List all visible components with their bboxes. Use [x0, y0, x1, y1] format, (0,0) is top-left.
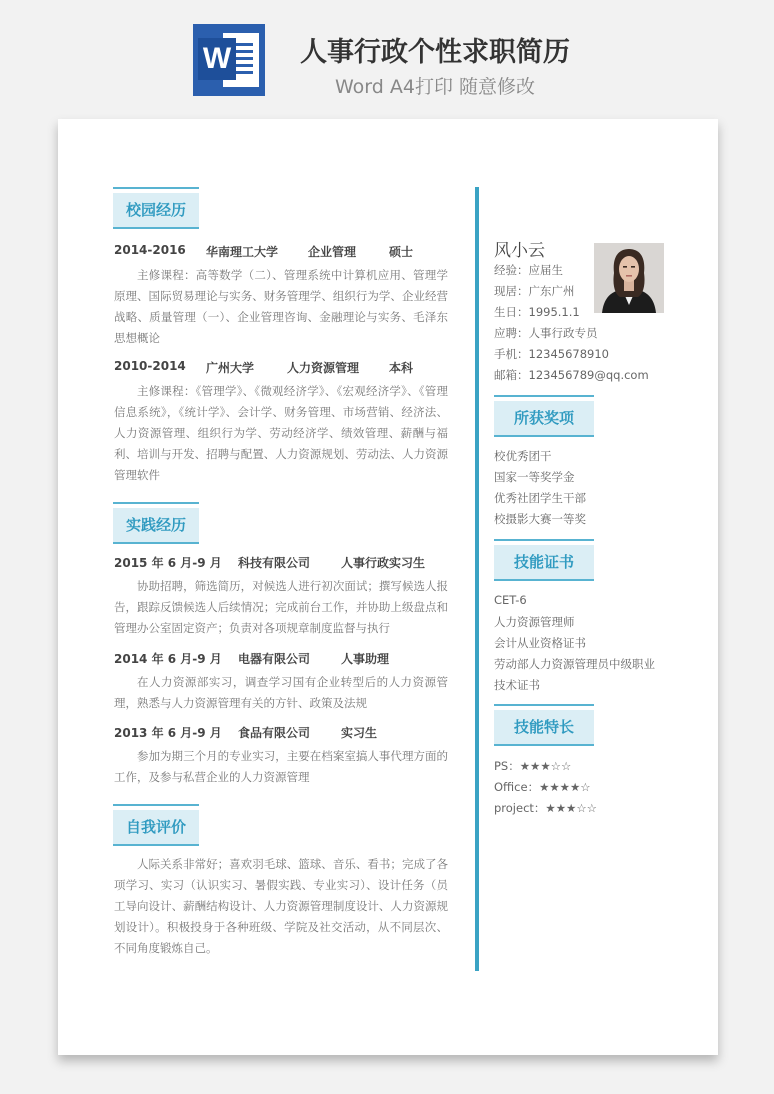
page-subtitle: Word A4打印 随意修改 — [334, 76, 535, 98]
section-heading-awards: 所获奖项 — [494, 395, 594, 437]
practice-desc-1: 协助招聘，筛选简历，对候选人进行初次面试；撰写候选人报告，跟踪反馈候选人后续情况；完成前台工作，并协助上级盘点和管理办公室固定资产；负责对各项规章制度监督与执行 — [114, 579, 448, 635]
award-item: 国家一等奖学金 — [494, 470, 575, 484]
skill-item: project：★★★☆☆ — [494, 801, 597, 815]
section-heading-self: 自我评价 — [113, 804, 199, 846]
entry-date: 2010-2014 — [114, 359, 186, 373]
entry-major: 企业管理 — [308, 245, 357, 259]
entry-company: 科技有限公司 — [238, 556, 311, 570]
section-heading-campus: 校园经历 — [113, 187, 199, 229]
entry-date: 2014 年 6 月-9 月 — [114, 652, 222, 666]
campus-desc-2: 主修课程：《管理学》、《微观经济学》、《宏观经济学》、《管理信息系统》，《统计学》、会计学、财务管理、市场营销、经济法、人力资源管理、组织行为学、劳动经济学、绩效管理、薪酬与福利、培训与开发、招聘与配置、人力资源规划、劳动法、人力资源管理软件 — [114, 384, 448, 482]
word-letter: W — [198, 38, 236, 80]
entry-company: 电器有限公司 — [238, 652, 311, 666]
entry-company: 食品有限公司 — [238, 726, 311, 740]
award-item: 校优秀团干 — [494, 449, 552, 463]
entry-date: 2014-2016 — [114, 243, 186, 257]
certificate-item: CET-6 — [494, 593, 527, 607]
certificate-item: 劳动部人力资源管理员中级职业 — [494, 657, 655, 671]
column-divider — [475, 187, 479, 971]
entry-school: 广州大学 — [206, 361, 255, 375]
info-birthday: 生日：1995.1.1 — [494, 305, 580, 319]
entry-degree: 硕士 — [389, 245, 414, 259]
skill-item: Office：★★★★☆ — [494, 780, 591, 794]
entry-role: 人事行政实习生 — [341, 556, 426, 570]
word-icon — [193, 24, 265, 96]
practice-desc-2: 在人力资源部实习，调查学习国有企业转型后的人力资源管理，熟悉与人力资源管理有关的方针、政策及法规 — [114, 675, 448, 710]
info-experience: 经验：应届生 — [494, 263, 563, 277]
info-residence: 现居：广东广州 — [494, 284, 575, 298]
award-item: 校摄影大赛一等奖 — [494, 512, 586, 526]
candidate-name: 风小云 — [494, 241, 545, 261]
section-heading-certificates: 技能证书 — [494, 539, 594, 581]
self-evaluation-text: 人际关系非常好；喜欢羽毛球、篮球、音乐、看书；完成了各项学习、实习（认识实习、暑假实践、专业实习）、设计任务（员工导向设计、薪酬结构设计、人力资源管理制度设计、人力资源规划设计）。积极投身于各种班级、学院及社交活动，从不同层次、不同角度锻炼自己。 — [114, 857, 448, 955]
info-phone: 手机：12345678910 — [494, 347, 609, 361]
section-heading-skills: 技能特长 — [494, 704, 594, 746]
practice-desc-3: 参加为期三个月的专业实习，主要在档案室搞人事代理方面的工作，及参与私营企业的人力资源管理 — [114, 749, 448, 784]
info-email: 邮箱：123456789@qq.com — [494, 368, 649, 382]
entry-role: 人事助理 — [341, 652, 390, 666]
entry-school: 华南理工大学 — [206, 245, 279, 259]
entry-degree: 本科 — [389, 361, 414, 375]
info-position: 应聘：人事行政专员 — [494, 326, 598, 340]
resume-page — [58, 119, 718, 1055]
entry-date: 2013 年 6 月-9 月 — [114, 726, 222, 740]
page-title: 人事行政个性求职简历 — [300, 37, 570, 68]
campus-desc-1: 主修课程：高等数学（二）、管理系统中计算机应用、管理学原理、国际贸易理论与实务、财务管理学、组织行为学、企业经营战略、质量管理（一）、企业管理咨询、金融理论与实务、毛泽东思想概论 — [114, 268, 448, 345]
certificate-item: 人力资源管理师 — [494, 615, 575, 629]
certificate-item: 会计从业资格证书 — [494, 636, 586, 650]
entry-major: 人力资源管理 — [287, 361, 360, 375]
section-heading-practice: 实践经历 — [113, 502, 199, 544]
skill-item: PS：★★★☆☆ — [494, 759, 572, 773]
entry-role: 实习生 — [341, 726, 378, 740]
entry-date: 2015 年 6 月-9 月 — [114, 556, 222, 570]
certificate-item: 技术证书 — [494, 678, 540, 692]
avatar — [594, 243, 664, 313]
award-item: 优秀社团学生干部 — [494, 491, 586, 505]
